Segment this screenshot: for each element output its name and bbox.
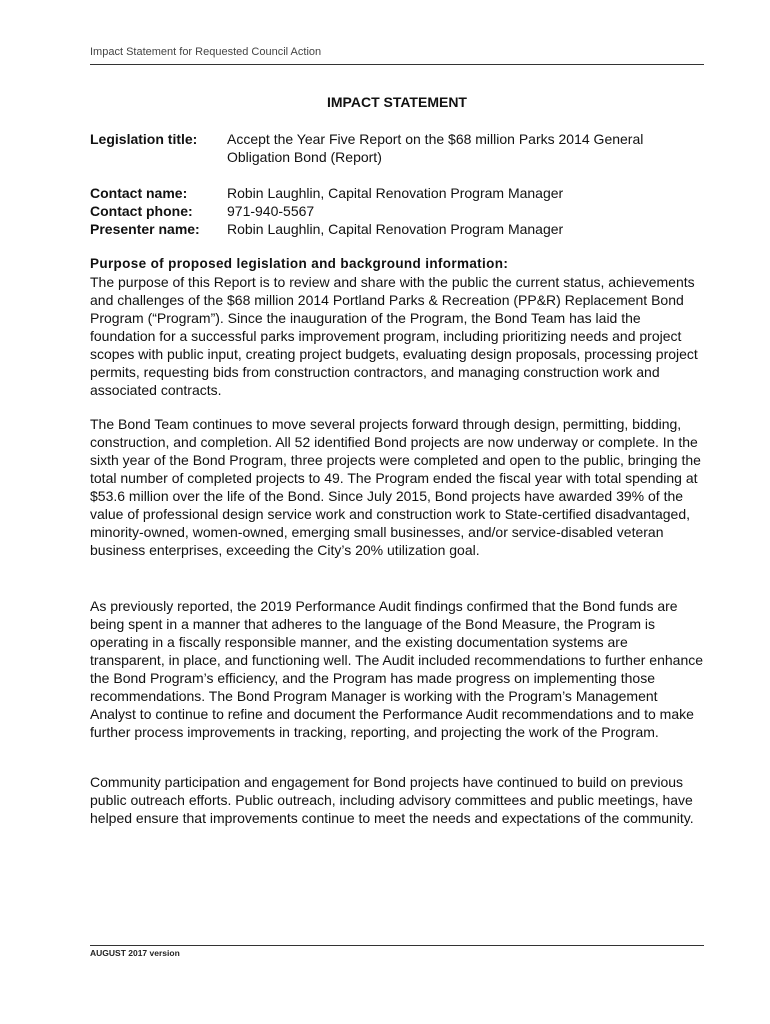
legislation-label: Legislation title: (90, 131, 198, 147)
footer-divider (90, 945, 704, 946)
presenter-name-label: Presenter name: (90, 221, 200, 237)
purpose-heading: Purpose of proposed legislation and background information: (90, 256, 509, 271)
paragraph: The Bond Team continues to move several projects forward through design, permitting, bidding, construction, and completion. All 52 identified Bond projects are now underway or complete. In the sixth year of the Bond Program, three projects were completed and open to the public, bringing the total number of completed projects to 49. The Program ended the fiscal year with total spending at $53.6 million over the life of the Bond. Since July 2015, Bond projects have awarded 39% of the value of professional design service work and construction work to State-certified disadvantaged, minority-owned, women-owned, emerging small businesses, and/or service-disabled veteran business enterprises, exceeding the City’s 20% utilization goal. (90, 416, 701, 558)
footer-version: AUGUST 2017 version (90, 948, 180, 958)
paragraph: Community participation and engagement for Bond projects have continued to build on previous public outreach efforts. Public outreach, including advisory committees and public meetings, have helped ensure that improvements continue to meet the needs and expectations of the community. (90, 774, 694, 826)
contact-phone-value: 971-940-5567 (227, 203, 315, 219)
paragraph: The purpose of this Report is to review and share with the public the current status, achievements and challenges of the $68 million 2014 Portland Parks & Recreation (PP&R) Replacement Bond Program (“Program”). Since the inauguration of the Program, the Bond Team has laid the foundation for a successful parks improvement program, including prioritizing needs and project scopes with public input, creating project budgets, evaluating design proposals, processing project permits, requesting bids from construction contractors, and managing construction work and associated contracts. (90, 274, 698, 398)
contact-phone-label: Contact phone: (90, 203, 193, 219)
header-divider (90, 64, 704, 65)
contact-name-label: Contact name: (90, 185, 188, 201)
contact-name-value: Robin Laughlin, Capital Renovation Program Manager (227, 185, 564, 201)
page-title: IMPACT STATEMENT (327, 94, 467, 110)
legislation-value: Accept the Year Five Report on the $68 million Parks 2014 General Obligation Bond (Report) (227, 131, 644, 165)
paragraph: As previously reported, the 2019 Performance Audit findings confirmed that the Bond funds are being spent in a manner that adheres to the language of the Bond Measure, the Program is operating in a fiscally responsible manner, and the existing documentation systems are transparent, in place, and functioning well. The Audit included recommendations to further enhance the Bond Program’s efficiency, and the Program has made progress on implementing those recommendations. The Bond Program Manager is working with the Program’s Management Analyst to continue to refine and document the Performance Audit recommendations and to make further process improvements in tracking, reporting, and projecting the work of the Program. (90, 598, 704, 740)
running-header: Impact Statement for Requested Council Action (90, 46, 322, 58)
presenter-name-value: Robin Laughlin, Capital Renovation Program Manager (227, 221, 564, 237)
